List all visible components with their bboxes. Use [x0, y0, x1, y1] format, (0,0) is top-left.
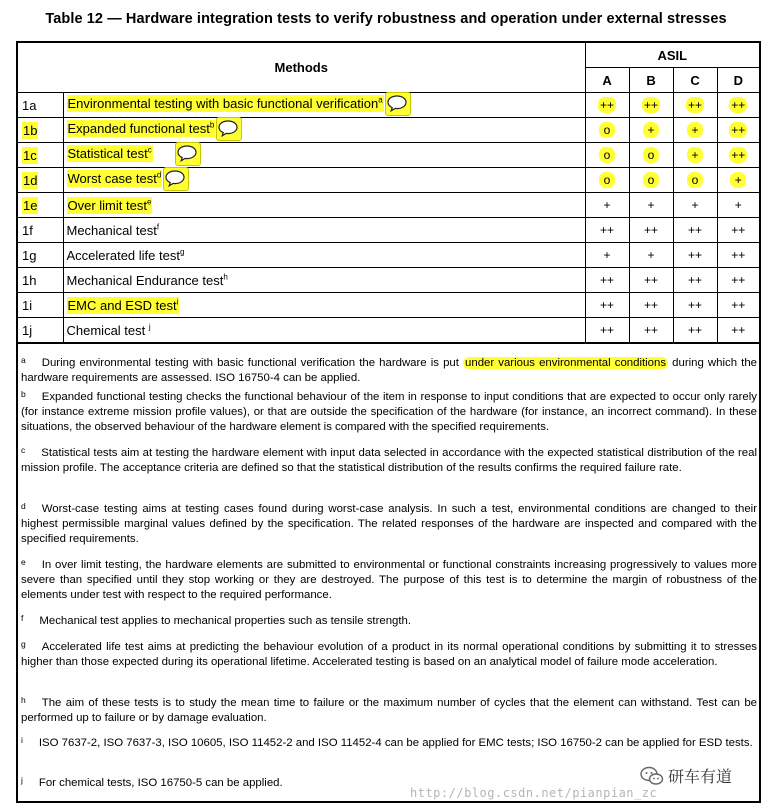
footnote-ref[interactable]: e [146, 197, 152, 207]
footnote-ref[interactable]: c [147, 146, 152, 156]
asil-rating: ++ [717, 143, 759, 168]
asil-rating: ++ [717, 93, 759, 118]
asil-rating: + [673, 193, 717, 218]
asil-rating: o [585, 168, 629, 193]
comment-icon[interactable] [216, 117, 242, 141]
asil-rating: ++ [629, 268, 673, 293]
asil-rating: + [629, 118, 673, 143]
table-row [18, 93, 759, 118]
asil-rating: ++ [585, 293, 629, 318]
asil-rating: ++ [629, 218, 673, 243]
method-id: 1a [18, 93, 63, 118]
asil-rating: ++ [585, 268, 629, 293]
method-name: Mechanical Endurance test$^h$ [63, 268, 585, 293]
footnote-ref[interactable]: b [209, 121, 215, 131]
footnote-i: $^i$ ISO 7637-2, ISO 7637-3, ISO 10605, ISO 11452-2 and ISO 11452-4 can be applied for EMC tests; ISO 16750-2 can be applied for ESD tests. [21, 735, 753, 749]
asil-rating: ++ [717, 218, 759, 243]
asil-rating: ++ [673, 268, 717, 293]
method-name: Chemical test $^j$ [63, 318, 585, 344]
asil-rating: + [673, 118, 717, 143]
asil-col-b: B [629, 68, 673, 93]
method-name: Environmental testing with basic functional verification$^a$ [63, 93, 585, 118]
asil-col-c: C [673, 68, 717, 93]
footnote-d: $^d$ Worst-case testing aims at testing cases found during worst-case analysis. In such a test, environmental conditions are changed to their highest permissible marginal values defined by the specification. The related responses of the hardware are inspected and compared with the specified requirements. [21, 501, 757, 545]
method-name: Accelerated life test$^g$ [63, 243, 585, 268]
method-id: 1i [18, 293, 63, 318]
method-id: 1g [18, 243, 63, 268]
asil-rating: ++ [717, 243, 759, 268]
table-title: Table 12 — Hardware integration tests to verify robustness and operation under external stresses [45, 11, 727, 27]
asil-rating: + [673, 143, 717, 168]
footnote-ref[interactable]: d [156, 171, 162, 181]
footnote-a: $^a$ During environmental testing with basic functional verification the hardware is put under various environmental conditions during which the hardware requirements are assessed. ISO 16750-4 can be applied. [21, 355, 757, 384]
asil-rating: + [629, 193, 673, 218]
table-row [18, 318, 759, 344]
asil-rating: ++ [717, 318, 759, 344]
asil-col-d: D [717, 68, 759, 93]
asil-rating: + [717, 193, 759, 218]
comment-icon[interactable] [175, 142, 201, 166]
footnote-c: $^c$ Statistical tests aim at testing the hardware element with input data selected in accordance with the expected statistical distribution of the real mission profile. The acceptance criteria are defined so that the statistical distribution of the results confirms the required failure rate. [21, 445, 757, 474]
asil-rating: + [717, 168, 759, 193]
table-row [18, 143, 759, 168]
asil-rating: o [673, 168, 717, 193]
method-name: Worst case test$^d$ [63, 168, 585, 193]
method-id: 1j [18, 318, 63, 344]
method-name: Over limit test$^e$ [63, 193, 585, 218]
asil-rating: o [585, 118, 629, 143]
footnote-ref[interactable]: i [176, 297, 179, 307]
asil-rating: o [629, 168, 673, 193]
highlighted-phrase: under various environmental conditions [465, 357, 667, 369]
footnote-e: $^e$ In over limit testing, the hardware elements are submitted to environmental or functional constraints increasing progressively to values more severe than specified until they stop working or they are destroyed. The purpose of this test is to determine the margin of robustness of the elements under test with respect to the required performance. [21, 557, 757, 601]
asil-rating: ++ [629, 93, 673, 118]
table-frame [16, 41, 761, 803]
brand-name: 研车有道 [668, 769, 733, 786]
footnote-h: $^h$ The aim of these tests is to study the mean time to failure or the maximum number of cycles that the element can withstand. Test can be performed up to failure or by damage evaluation. [21, 695, 757, 724]
asil-rating: o [585, 143, 629, 168]
method-id: 1e [18, 193, 63, 218]
table-row [18, 118, 759, 143]
footnote-ref[interactable]: j [148, 322, 151, 332]
asil-rating: ++ [585, 218, 629, 243]
method-name: EMC and ESD test$^i$ [63, 293, 585, 318]
asil-rating: + [585, 193, 629, 218]
table-row [18, 268, 759, 293]
asil-rating: ++ [629, 318, 673, 344]
footnote-ref[interactable]: g [179, 247, 185, 257]
method-id: 1b [18, 118, 63, 143]
footnote-ref[interactable]: f [156, 222, 160, 232]
asil-rating: ++ [717, 268, 759, 293]
asil-rating: ++ [585, 93, 629, 118]
wechat-logo [640, 766, 664, 786]
table-row [18, 218, 759, 243]
footnote-ref[interactable]: a [378, 96, 383, 106]
brand-badge [640, 764, 732, 787]
asil-rating: ++ [673, 243, 717, 268]
method-name: Statistical test$^c$ [63, 143, 585, 168]
asil-rating: ++ [673, 218, 717, 243]
asil-header: ASIL [585, 43, 759, 68]
asil-rating: o [629, 143, 673, 168]
asil-rating: + [585, 243, 629, 268]
table-row [18, 243, 759, 268]
table-row [18, 293, 759, 318]
footnote-g: $^g$ Accelerated life test aims at predicting the behaviour evolution of a product in its normal operational conditions by submitting it to stresses higher than those expected during its operational lifetime. Accelerated testing is based on an analytical model of failure mode acceleration. [21, 639, 757, 668]
methods-table [18, 43, 759, 344]
table-row [18, 193, 759, 218]
watermark: http://blog.csdn.net/pianpian_zc [410, 786, 658, 800]
asil-rating: ++ [673, 93, 717, 118]
asil-rating: ++ [629, 293, 673, 318]
footnote-f: $^f$ Mechanical test applies to mechanical properties such as tensile strength. [21, 613, 412, 627]
method-id: 1h [18, 268, 63, 293]
asil-rating: ++ [673, 293, 717, 318]
comment-icon[interactable] [385, 92, 411, 116]
asil-col-a: A [585, 68, 629, 93]
table-row [18, 168, 759, 193]
asil-rating: ++ [717, 293, 759, 318]
method-name: Expanded functional test$^b$ [63, 118, 585, 143]
footnote-ref[interactable]: h [223, 272, 228, 282]
method-id: 1c [18, 143, 63, 168]
asil-rating: + [629, 243, 673, 268]
method-id: 1d [18, 168, 63, 193]
asil-rating: ++ [585, 318, 629, 344]
footnote-j: $^j$ For chemical tests, ISO 16750-5 can be applied. [21, 775, 283, 789]
comment-icon[interactable] [163, 167, 189, 191]
asil-rating: ++ [673, 318, 717, 344]
asil-rating: ++ [717, 118, 759, 143]
method-name: Mechanical test$^f$ [63, 218, 585, 243]
footnote-b: $^b$ Expanded functional testing checks the functional behaviour of the item in response to input conditions that are expected to occur only rarely (for instance extreme mission profile values), or that are outside the specification of the hardware (for instance, an incorrect command). In these situations, the observed behaviour of the hardware element is compared with the specified requirements. [21, 389, 757, 433]
method-id: 1f [18, 218, 63, 243]
methods-header: Methods [18, 43, 585, 93]
